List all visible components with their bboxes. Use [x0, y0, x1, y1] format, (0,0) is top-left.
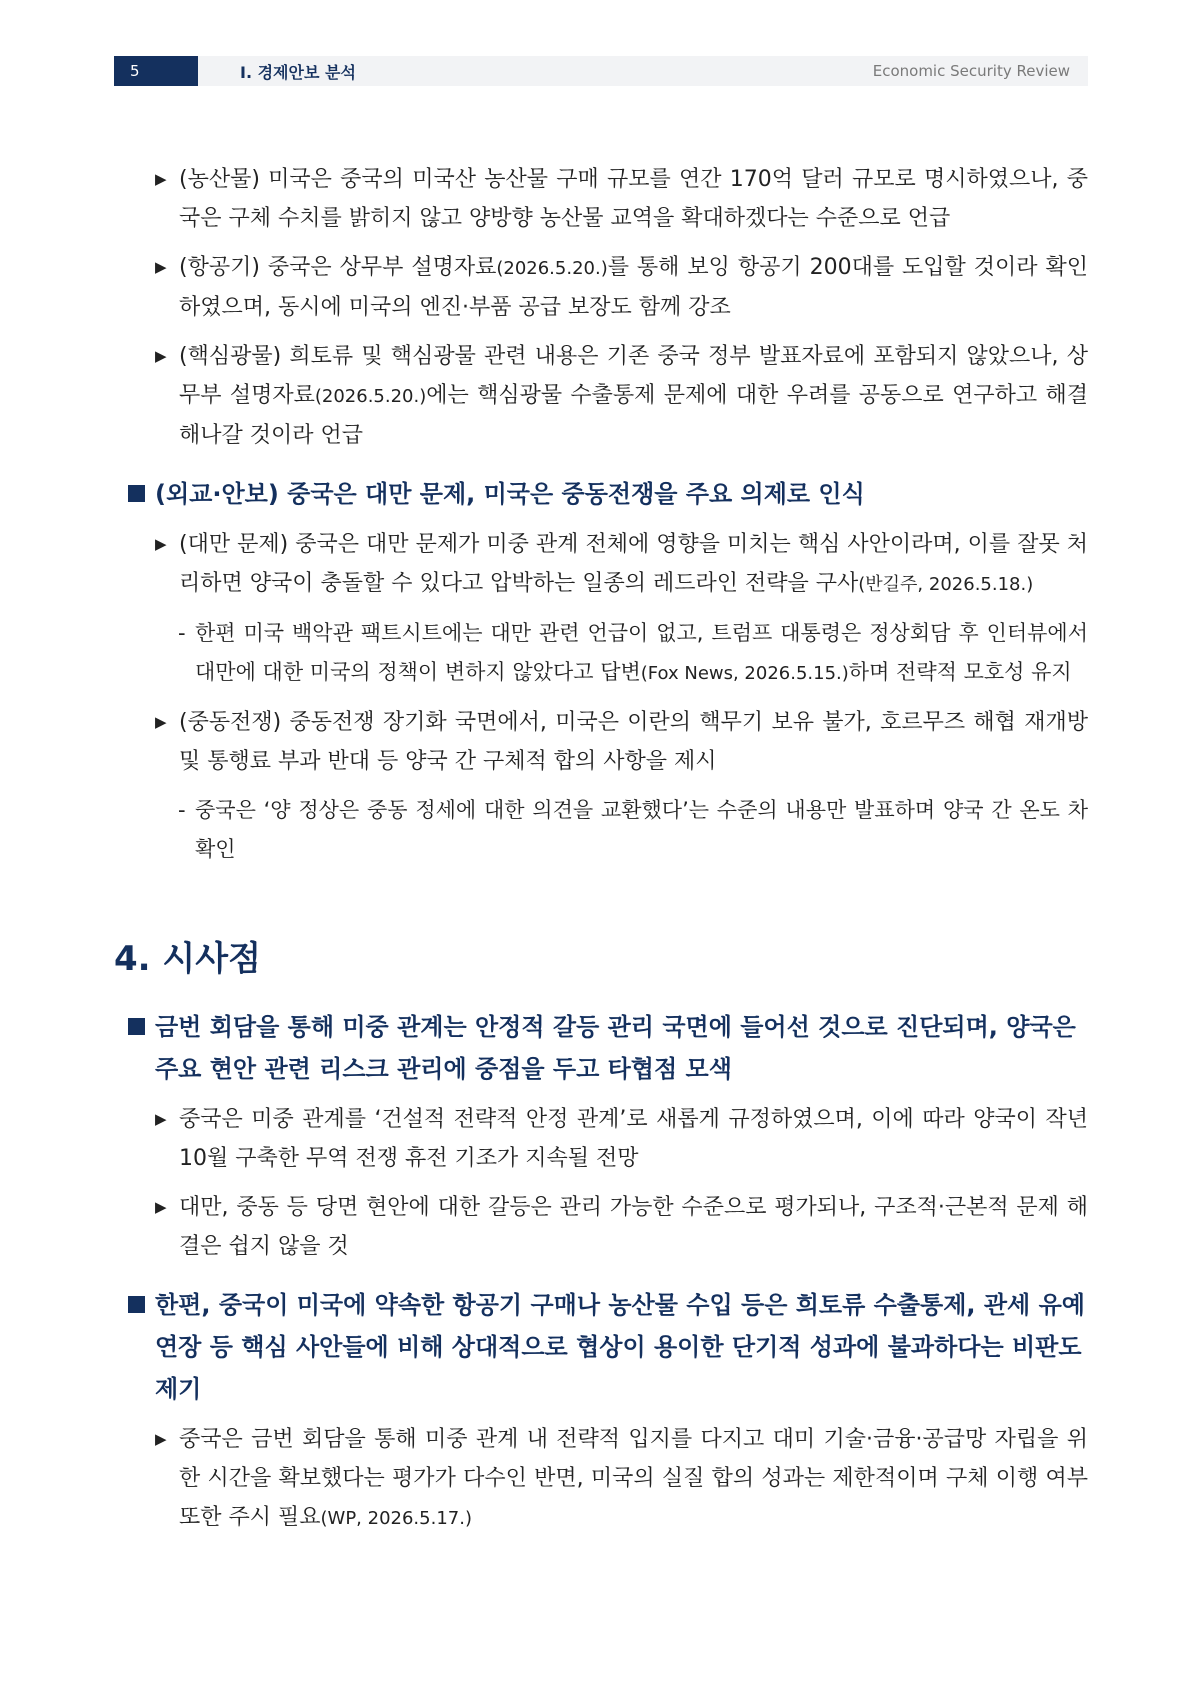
list-item [114, 1188, 1088, 1266]
dash-bullet: - [178, 621, 186, 645]
triangle-bullet-icon: ▶ [155, 258, 167, 276]
section-title: 4. 시사점 [114, 939, 261, 979]
triangle-bullet-icon: ▶ [155, 1110, 167, 1128]
bold-heading [114, 1284, 1088, 1410]
publication-name: Economic Security Review [872, 62, 1070, 80]
list-item-text: (대만 문제) 중국은 대만 문제가 미중 관계 전체에 영향을 미치는 핵심 사안이라며, 이를 잘못 처리하면 양국이 충돌할 수 있다고 압박하는 일종의 레드라인 전략을 구사 [179, 532, 1088, 596]
square-bullet-icon [128, 1296, 145, 1313]
triangle-bullet-icon: ▶ [155, 170, 167, 188]
triangle-bullet-icon: ▶ [155, 535, 167, 553]
list-item-text: 중국은 미중 관계를 ‘건설적 전략적 안정 관계’로 새롭게 규정하였으며, 이에 따라 양국이 작년 10월 구축한 무역 전쟁 휴전 기조가 지속될 전망 [179, 1107, 1088, 1171]
list-item [114, 160, 1088, 238]
triangle-bullet-icon: ▶ [155, 1198, 167, 1216]
square-bullet-icon [128, 1018, 145, 1035]
sub-item-text: 중국은 ‘양 정상은 중동 정세에 대한 의견을 교환했다’는 수준의 내용만 발표하며 양국 간 온도 차 확인 [195, 798, 1088, 861]
citation: (2026.5.20.) [496, 258, 608, 279]
list-item [114, 337, 1088, 455]
sub-item [114, 614, 1088, 693]
list-item [114, 1100, 1088, 1178]
sub-item-text: 하며 전략적 모호성 유지 [848, 660, 1072, 684]
list-item [114, 703, 1088, 781]
triangle-bullet-icon: ▶ [155, 713, 167, 731]
list-item-text: 를 통해 보잉 항공기 200대를 도입할 것이라 확인하였으며, 동시에 미국의 엔진·부품 공급 보장도 함께 강조 [179, 255, 1088, 320]
page-content [114, 160, 1088, 1548]
bold-heading [114, 473, 1088, 515]
page-header [114, 56, 1088, 86]
section-label: Ⅰ. 경제안보 분석 [240, 62, 356, 82]
sub-item [114, 791, 1088, 869]
list-item [114, 248, 1088, 327]
list-item-text: 중국은 금번 회담을 통해 미중 관계 내 전략적 입지를 다지고 대미 기술·금융·공급망 자립을 위한 시간을 확보했다는 평가가 다수인 반면, 미국의 실질 합의 성과는 제한적이며 구체 이행 여부 또한 주시 필요 [179, 1427, 1088, 1530]
sub-item-text: 한편 미국 백악관 팩트시트에는 대만 관련 언급이 없고, 트럼프 대통령은 정상회담 후 인터뷰에서 대만에 대한 미국의 정책이 변하지 않았다고 답변 [195, 621, 1088, 684]
list-item-text: (중동전쟁) 중동전쟁 장기화 국면에서, 미국은 이란의 핵무기 보유 불가, 호르무즈 해협 재개방 및 통행료 부과 반대 등 양국 간 구체적 합의 사항을 제시 [179, 710, 1088, 774]
citation: (반길주, 2026.5.18.) [858, 574, 1034, 595]
triangle-bullet-icon: ▶ [155, 1430, 167, 1448]
list-item-text: 에는 핵심광물 수출통제 문제에 대한 우려를 공동으로 연구하고 해결해나갈 것이라 언급 [179, 383, 1088, 448]
list-item-text: (항공기) 중국은 상무부 설명자료 [179, 255, 497, 280]
list-item [114, 1420, 1088, 1538]
citation: (Fox News, 2026.5.15.) [640, 663, 849, 684]
list-item-text: 대만, 중동 등 당면 현안에 대한 갈등은 관리 가능한 수준으로 평가되나, 구조적·근본적 문제 해결은 쉽지 않을 것 [179, 1195, 1088, 1259]
triangle-bullet-icon: ▶ [155, 347, 167, 365]
page-number: 5 [114, 56, 198, 86]
citation: (WP, 2026.5.17.) [320, 1508, 472, 1529]
list-item-text: (농산물) 미국은 중국의 미국산 농산물 구매 규모를 연간 170억 달러 규모로 명시하였으나, 중국은 구체 수치를 밝히지 않고 양방향 농산물 교역을 확대하겠다는 수준으로 언급 [179, 167, 1088, 231]
heading-text: (외교·안보) 중국은 대만 문제, 미국은 중동전쟁을 주요 의제로 인식 [155, 480, 865, 508]
square-bullet-icon [128, 485, 145, 502]
citation: (2026.5.20.) [314, 386, 427, 407]
bold-heading [114, 1006, 1088, 1090]
list-item [114, 525, 1088, 604]
heading-text: 한편, 중국이 미국에 약속한 항공기 구매나 농산물 수입 등은 희토류 수출통제, 관세 유예 연장 등 핵심 사안들에 비해 상대적으로 협상이 용이한 단기적 성과에 불과하다는 비판도 제기 [155, 1291, 1085, 1403]
heading-text: 금번 회담을 통해 미중 관계는 안정적 갈등 관리 국면에 들어선 것으로 진단되며, 양국은 주요 현안 관련 리스크 관리에 중점을 두고 타협점 모색 [155, 1013, 1076, 1083]
list-item-text: (핵심광물) 희토류 및 핵심광물 관련 내용은 기존 중국 정부 발표자료에 포함되지 않았으나, 상무부 설명자료 [179, 344, 1088, 408]
dash-bullet: - [178, 798, 186, 822]
